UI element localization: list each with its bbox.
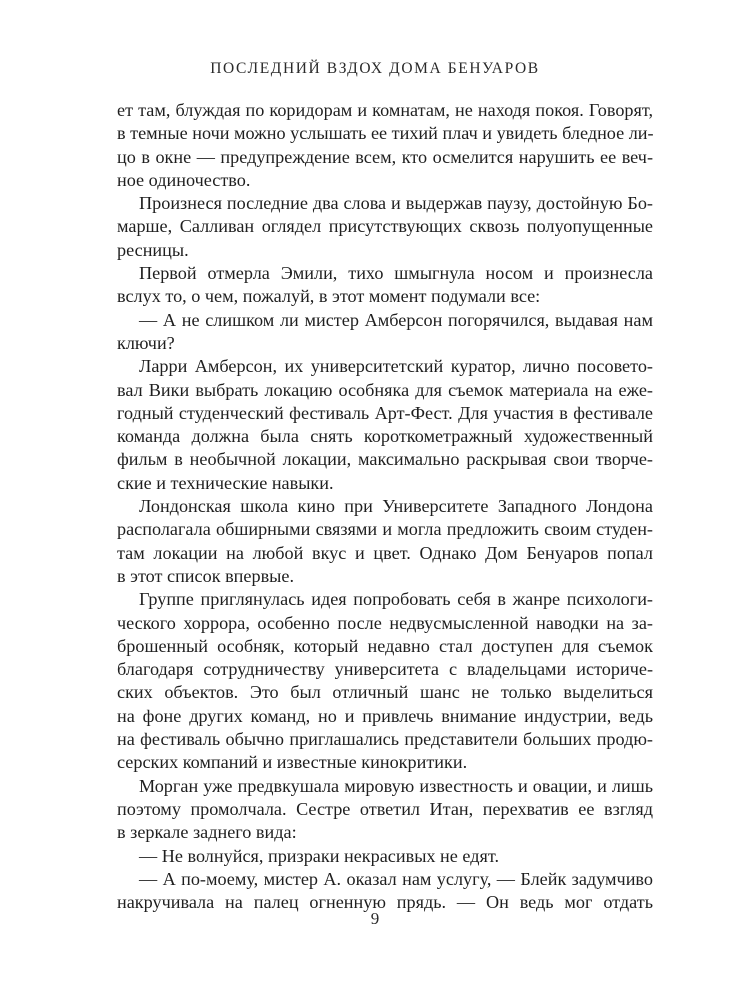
text-line: на фестиваль обычно приглашались представители больших продю-: [117, 729, 653, 750]
text-line: в этот список впервые.: [117, 565, 294, 586]
text-line: ресницы.: [117, 239, 189, 260]
text-line: накручивала на палец огненную прядь. — Он ведь мог отдать: [117, 892, 653, 913]
text-line: — А не слишком ли мистер Амберсон погорячился, выдавая нам: [139, 309, 653, 330]
text-line: благодаря сотрудничеству университета с владельцами историче-: [117, 659, 653, 680]
text-line: брошенный особняк, который недавно стал доступен для съемок: [117, 635, 653, 656]
text-line: марше, Салливан оглядел присутствующих сквозь полуопущенные: [117, 216, 653, 237]
text-line: Произнеся последние два слова и выдержав паузу, достойную Бо-: [139, 193, 653, 214]
text-line: ключи?: [117, 332, 175, 353]
text-line: серских компаний и известные кинокритики.: [117, 752, 468, 773]
text-line: Морган уже предвкушала мировую известность и овации, и лишь: [139, 775, 653, 796]
text-line: располагала обширными связями и могла предложить своим студен-: [117, 519, 653, 540]
text-line: команда должна была снять короткометражный художественный: [117, 426, 653, 447]
text-line: годный студенческий фестиваль Арт-Фест. Для участия в фестивале: [117, 402, 653, 423]
text-line: ческого хоррора, особенно после недвусмысленной наводки на за-: [117, 612, 653, 633]
text-line: там локации на любой вкус и цвет. Однако Дом Бенуаров попал: [117, 542, 653, 563]
text-line: цо в окне — предупреждение всем, кто осмелится нарушить ее веч-: [117, 146, 653, 167]
text-line: Ларри Амберсон, их университетский куратор, лично посовето-: [139, 356, 653, 377]
text-line: в зеркале заднего вида:: [117, 822, 297, 843]
body-text: [117, 99, 653, 914]
text-line: — Не волнуйся, призраки некрасивых не едят.: [139, 845, 499, 866]
text-line: фильм в необычной локации, максимально раскрывая свои творче-: [117, 449, 653, 470]
text-line: Первой отмерла Эмили, тихо шмыгнула носом и произнесла: [139, 263, 653, 284]
text-line: в темные ночи можно услышать ее тихий плач и увидеть бледное ли-: [117, 123, 654, 144]
text-line: Группе приглянулась идея попробовать себя в жанре психологи-: [139, 589, 653, 610]
text-line: вал Вики выбрать локацию особняка для съемок материала на еже-: [117, 379, 653, 400]
text-line: Лондонская школа кино при Университете Западного Лондона: [139, 496, 653, 517]
text-line: ное одиночество.: [117, 169, 251, 190]
text-line: на фоне других команд, но и привлечь внимание индустрии, ведь: [117, 705, 653, 726]
text-line: ских объектов. Это был отличный шанс не только выделиться: [117, 682, 653, 703]
running-title: ПОСЛЕДНИЙ ВЗДОХ ДОМА БЕНУАРОВ: [210, 60, 540, 77]
text-line: ские и технические навыки.: [117, 472, 334, 493]
text-line: вслух то, о чем, пожалуй, в этот момент подумали все:: [117, 286, 541, 307]
text-line: поэтому промолчала. Сестре ответил Итан, перехватив ее взгляд: [117, 798, 653, 819]
text-line: ет там, блуждая по коридорам и комнатам, не находя покоя. Говорят,: [117, 100, 653, 120]
page-number: 9: [370, 909, 380, 928]
text-line: — А по-моему, мистер А. оказал нам услугу, — Блейк задумчиво: [139, 868, 653, 889]
